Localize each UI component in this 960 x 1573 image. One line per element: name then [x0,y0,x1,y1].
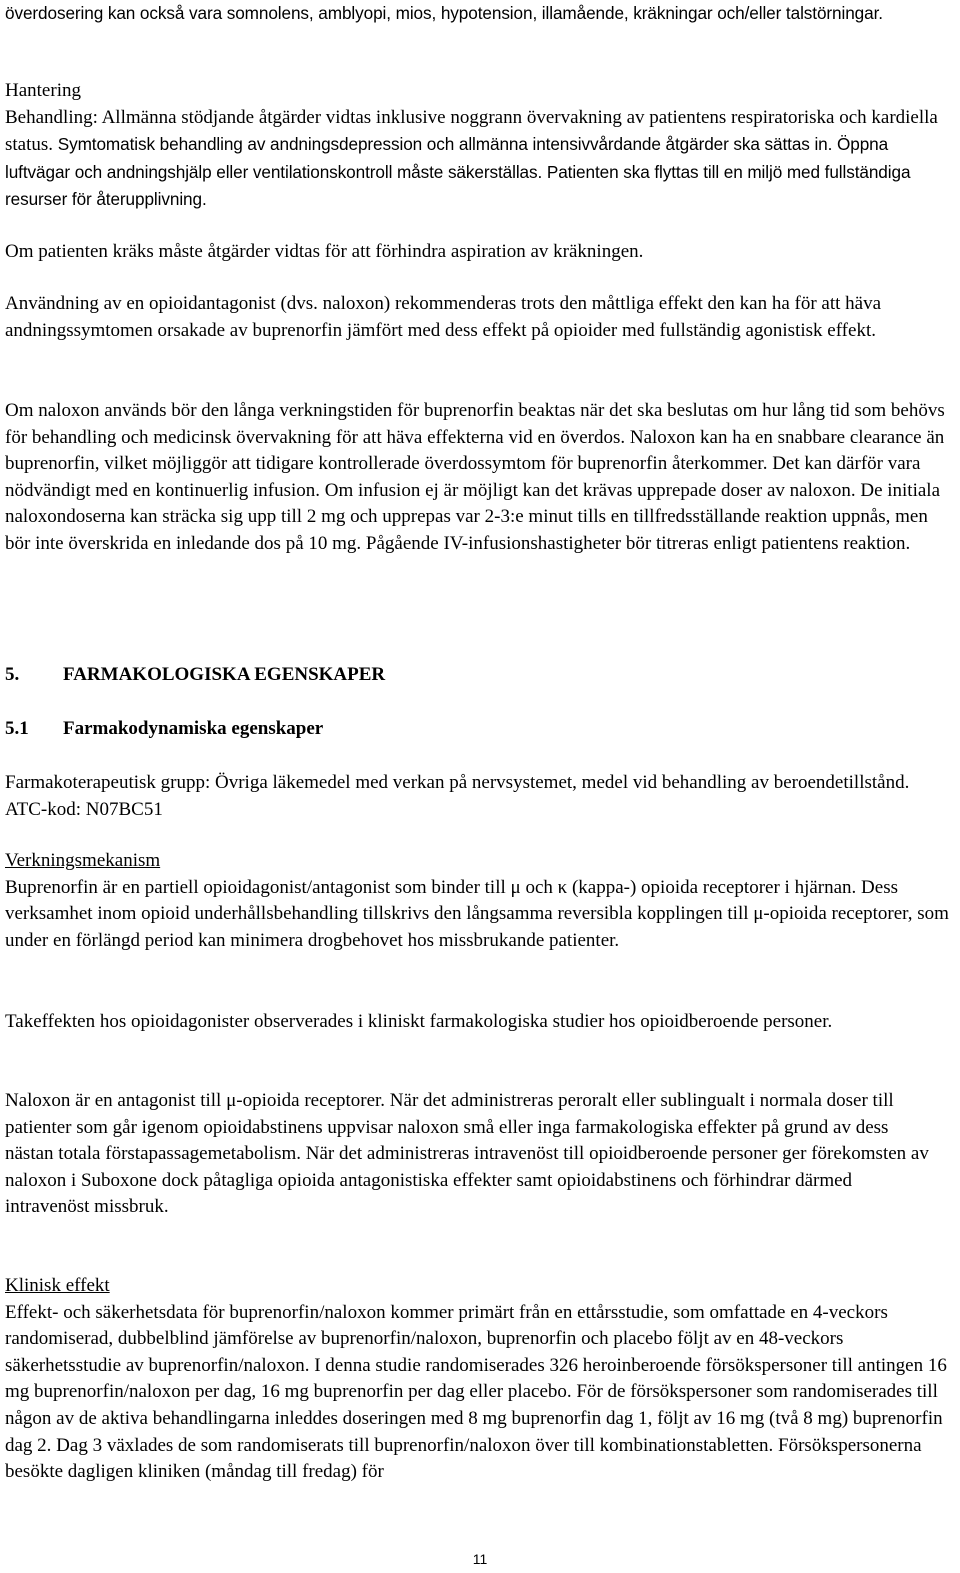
ceiling-effect-paragraph: Takeffekten hos opioidagonister observerades i kliniskt farmakologiska studier hos opioidberoende personer. [5,1011,833,1032]
mechanism-title: Verkningsmekanism [5,850,161,871]
section-5-number: 5. [5,664,20,685]
hantering-text-serif: Behandling: Allmänna stödjande åtgärder vidtas inklusive noggrann övervakning av patientens respiratoriska och kardiella status. [5,106,938,156]
atc-paragraph: Farmakoterapeutisk grupp: Övriga läkemedel med verkan på nervsystemet, medel vid behandling av beroendetillstånd. ATC-kod: N07BC51 [5,772,910,820]
page-number: 11 [472,1551,488,1567]
clinical-block [5,1273,957,1486]
hantering-title: Hantering [5,80,81,101]
section-5-heading [5,662,385,689]
naloxon-antagonist-paragraph: Naloxon är en antagonist till μ-opioida receptorer. När det administreras peroralt eller sublingualt i normala doser till patienter som går igenom opioidabstinens uppvisar naloxon små eller inga farmakologiska effekter på grund av dess nästan totala förstapassagemetabolism. När det administreras intravenöst till opioidberoende personer ger förekomsten av naloxon i Suboxone dock påtagliga opioida antagonistiska effekter samt opioidabstinens och förhindrar därmed intravenöst missbruk. [5,1090,929,1218]
hantering-block [5,78,953,214]
section-5-1-heading [5,716,323,743]
naloxon-paragraph: Om naloxon används bör den långa verkningstiden för buprenorfin beaktas när det ska beslutas om hur lång tid som behövs för behandling och medicinsk övervakning för att häva effekterna vid en överdos. Naloxon kan ha en snabbare clearance än buprenorfin, vilket möjliggör att tidigare kontrollerade överdossymtom för buprenorfin återkommer. Det kan därför vara nödvändigt med en kontinuerlig infusion. Om infusion ej är möjligt kan det krävas upprepade doser av naloxon. De initiala naloxondoserna kan sträcka sig upp till 2 mg och upprepas var 2-3:e minut tills en tillfredsställande reaktion uppnås, men bör inte överskrida en inledande dos på 10 mg. Pågående IV-infusionshastigheter bör titreras enligt patientens reaktion. [5,400,945,554]
vomit-paragraph: Om patienten kräks måste åtgärder vidtas för att förhindra aspiration av kräkningen. [5,241,644,262]
hantering-text-sans: Symtomatisk behandling av andningsdepression och allmänna intensivvårdande åtgärder ska sättas in. Öppna luftvägar och andningshjälp eller ventilationskontroll måste säkerställas. Patienten ska flyttas till en miljö med fullständiga resurser för återupplivning. [5,134,911,210]
mechanism-paragraph: Buprenorfin är en partiell opioidagonist/antagonist som binder till μ och κ (kappa-) opioida receptorer i hjärnan. Dess verksamhet inom opioid underhållsbehandling tillskrivs den långsamma reversibla kopplingen till μ-opioida receptorer, som under en förlängd period kan minimera drogbehovet hos missbrukande patienter. [5,876,949,951]
hantering-paragraph [5,105,953,214]
mechanism-block [5,848,953,954]
overdose-paragraph: överdosering kan också vara somnolens, amblyopi, mios, hypotension, illamående, kräkningar och/eller talstörningar. [5,3,883,23]
section-5-title: FARMAKOLOGISKA EGENSKAPER [63,664,386,685]
section-5-1-number: 5.1 [5,718,29,739]
clinical-title: Klinisk effekt [5,1275,110,1296]
section-5-1-title: Farmakodynamiska egenskaper [63,718,324,739]
clinical-paragraph: Effekt- och säkerhetsdata för buprenorfin/naloxon kommer primärt från en ettårsstudie, som omfattade en 4-veckors randomiserad, dubbelblind jämförelse av buprenorfin/naloxon, buprenorfin och placebo följt av en 48-veckors säkerhetsstudie av buprenorfin/naloxon. I denna studie randomiserades 326 heroinberoende försökspersoner till antingen 16 mg buprenorfin/naloxon per dag, 16 mg buprenorfin per dag eller placebo. För de försökspersoner som randomiserades till någon av de aktiva behandlingarna inleddes doseringen med 8 mg buprenorfin dag 1, följt av 16 mg (två 8 mg) buprenorfin dag 2. Dag 3 växlades de som randomiserats till buprenorfin/naloxon över till kombinationstabletten. Försökspersonerna besökte dagligen kliniken (måndag till fredag) för [5,1301,947,1483]
antagonist-paragraph: Användning av en opioidantagonist (dvs. naloxon) rekommenderas trots den måttliga effekt den kan ha för att häva andningssymtomen orsakade av buprenorfin jämfört med dess effekt på opioider med fullständig agonistisk effekt. [5,293,882,341]
